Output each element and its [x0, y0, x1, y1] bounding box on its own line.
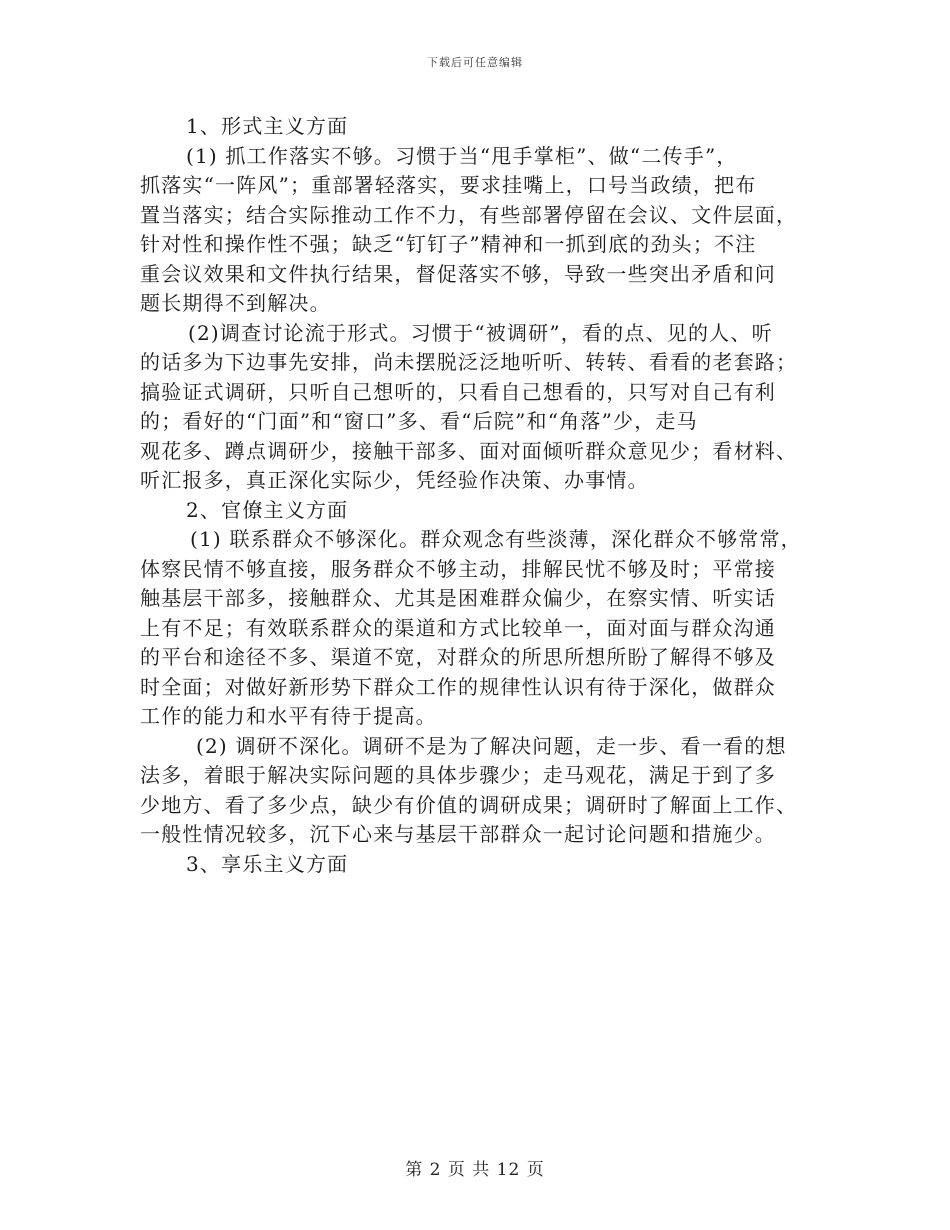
paragraph-line: 的平台和途径不多、渠道不宽，对群众的所思所想所盼了解得不够及	[140, 645, 776, 669]
document-body	[140, 112, 818, 879]
paragraph-line: 法多，着眼于解决实际问题的具体步骤少；走马观花，满足于到了多	[140, 763, 776, 787]
paragraph-line: (1) 联系群众不够深化。群众观念有些淡薄，深化群众不够常常，	[190, 527, 802, 551]
paragraph-line: 听汇报多，真正深化实际少，凭经验作决策、办事情。	[140, 468, 649, 492]
section-heading-formalism: 1、形式主义方面	[186, 114, 349, 138]
paragraph-line: 时全面；对做好新形势下群众工作的规律性认识有待于深化，做群众	[140, 674, 776, 699]
paragraph-line: 题长期得不到解决。	[140, 291, 331, 315]
paragraph-line: 一般性情况较多，沉下心来与基层干部群众一起讨论问题和措施少。	[140, 822, 776, 846]
paragraph-line: 的；看好的“门面”和“窗口”多、看“后院”和“角落”少，走马	[140, 409, 698, 433]
paragraph-line: 抓落实“一阵风”；重部署轻落实，要求挂嘴上，口号当政绩，把布	[140, 173, 757, 197]
paragraph-line: 体察民情不够直接，服务群众不够主动，排解民忧不够及时；平常接	[140, 556, 776, 581]
paragraph-line: 触基层干部多，接触群众、尤其是困难群众偏少，在察实情、听实话	[140, 586, 776, 610]
page-header: 下载后可任意编辑	[427, 56, 523, 69]
paragraph-line: 重会议效果和文件执行结果，督促落实不够，导致一些突出矛盾和问	[140, 261, 776, 286]
paragraph-line: (2) 调研不深化。调研不是为了解决问题，走一步、看一看的想	[196, 733, 787, 758]
paragraph-line: 观花多、蹲点调研少，接触干部多、面对面倾听群众意见少；看材料、	[140, 438, 798, 463]
paragraph-line: 针对性和操作性不强；缺乏“钉钉子”精神和一抓到底的劲头；不注	[140, 232, 757, 256]
paragraph-line: 上有不足；有效联系群众的渠道和方式比较单一，面对面与群众沟通	[140, 615, 776, 640]
paragraph-line: 的话多为下边事先安排，尚未摆脱泛泛地听听、转转、看看的老套路；	[140, 350, 798, 374]
paragraph-line: 搞验证式调研，只听自己想听的，只看自己想看的，只写对自己有利	[140, 379, 776, 404]
paragraph-line: (2)调查讨论流于形式。习惯于“被调研”，看的点、见的人、听	[188, 320, 773, 345]
section-heading-bureaucratism: 2、官僚主义方面	[186, 497, 349, 522]
paragraph-line: 少地方、看了多少点，缺少有价值的调研成果；调研时了解面上工作、	[140, 792, 798, 817]
page-number-footer: 第 2 页 共 12 页	[405, 1160, 545, 1180]
paragraph-line: (1) 抓工作落实不够。习惯于当“甩手掌柜”、做“二传手”，	[186, 143, 738, 168]
paragraph-line: 置当落实；结合实际推动工作不力，有些部署停留在会议、文件层面，	[140, 202, 798, 227]
section-heading-hedonism: 3、享乐主义方面	[186, 851, 349, 876]
paragraph-line: 工作的能力和水平有待于提高。	[140, 704, 437, 728]
